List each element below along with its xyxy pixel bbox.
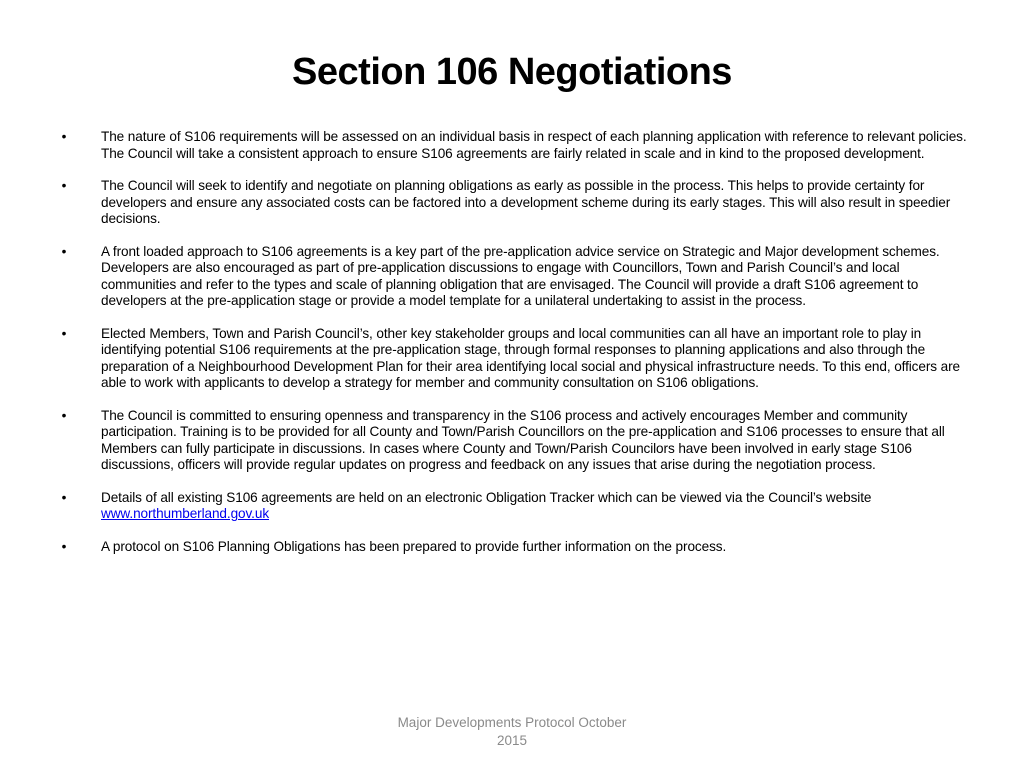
bullet-item bbox=[56, 178, 968, 228]
bullet-icon: • bbox=[61, 178, 67, 193]
bullet-icon: • bbox=[61, 407, 67, 423]
slide-footer bbox=[362, 714, 662, 750]
slide-title: Section 106 Negotiations bbox=[292, 51, 732, 93]
bullet-item bbox=[56, 326, 968, 392]
bullet-icon: • bbox=[61, 325, 67, 341]
bullet-icon: • bbox=[61, 129, 67, 144]
bullet-text: The Council will seek to identify and negotiate on planning obligations as early as possible in the process. This helps to provide certainty for developers and ensure any associated costs can be factored into a development scheme during its early stages. This will also result in speedier decisions. bbox=[101, 178, 951, 226]
footer-line-2: 2015 bbox=[496, 733, 528, 748]
bullet-icon: • bbox=[61, 243, 67, 259]
bullet-text: Elected Members, Town and Parish Council’s, other key stakeholder groups and local communities can all have an important role to play in identifying potential S106 requirements at the pre-application stage, through formal responses to planning applications and also through the preparation of a Neighbourhood Development Plan for their area identifying local social and physical infrastructure needs. To this end, officers are able to work with applicants to develop a strategy for member and community consultation on S106 obligations. bbox=[101, 325, 960, 390]
bullet-item bbox=[56, 490, 968, 523]
footer-line-1: Major Developments Protocol October bbox=[397, 715, 627, 730]
bullet-list bbox=[56, 129, 968, 571]
bullet-text: A front loaded approach to S106 agreements is a key part of the pre-application advice service on Strategic and Major development schemes. Developers are also encouraged as part of pre-application discussions to engage with Councillors, Town and Parish Council’s and local communities and refer to the types and scale of planning obligation that are envisaged. The Council will provide a draft S106 agreement to developers at the pre-application stage or provide a model template for a unilateral undertaking to assist in the process. bbox=[101, 243, 940, 308]
bullet-text bbox=[101, 490, 871, 522]
bullet-text: The nature of S106 requirements will be assessed on an individual basis in respect of each planning application with reference to relevant policies. The Council will take a consistent approach to ensure S106 agreements are fairly related in scale and in kind to the proposed development. bbox=[101, 129, 967, 161]
bullet-text-lead: Details of all existing S106 agreements are held on an electronic Obligation Tracker which can be viewed via the Council’s website bbox=[101, 489, 872, 505]
bullet-text: A protocol on S106 Planning Obligations has been prepared to provide further information on the process. bbox=[101, 538, 727, 554]
bullet-item bbox=[56, 408, 968, 474]
bullet-text: The Council is committed to ensuring openness and transparency in the S106 process and actively encourages Member and community participation. Training is to be provided for all County and Town/Parish Councillors on the pre-application and S106 processes to ensure that all Members can fully participate in discussions. In cases where County and Town/Parish Councilors have been involved in early stage S106 discussions, officers will provide regular updates on progress and feedback on any issues that arise during the negotiation process. bbox=[101, 407, 945, 472]
bullet-item bbox=[56, 129, 968, 162]
bullet-icon: • bbox=[61, 489, 67, 505]
website-link[interactable]: www.northumberland.gov.uk bbox=[101, 506, 270, 521]
bullet-item bbox=[56, 244, 968, 310]
bullet-item bbox=[56, 539, 968, 556]
bullet-icon: • bbox=[61, 538, 67, 554]
